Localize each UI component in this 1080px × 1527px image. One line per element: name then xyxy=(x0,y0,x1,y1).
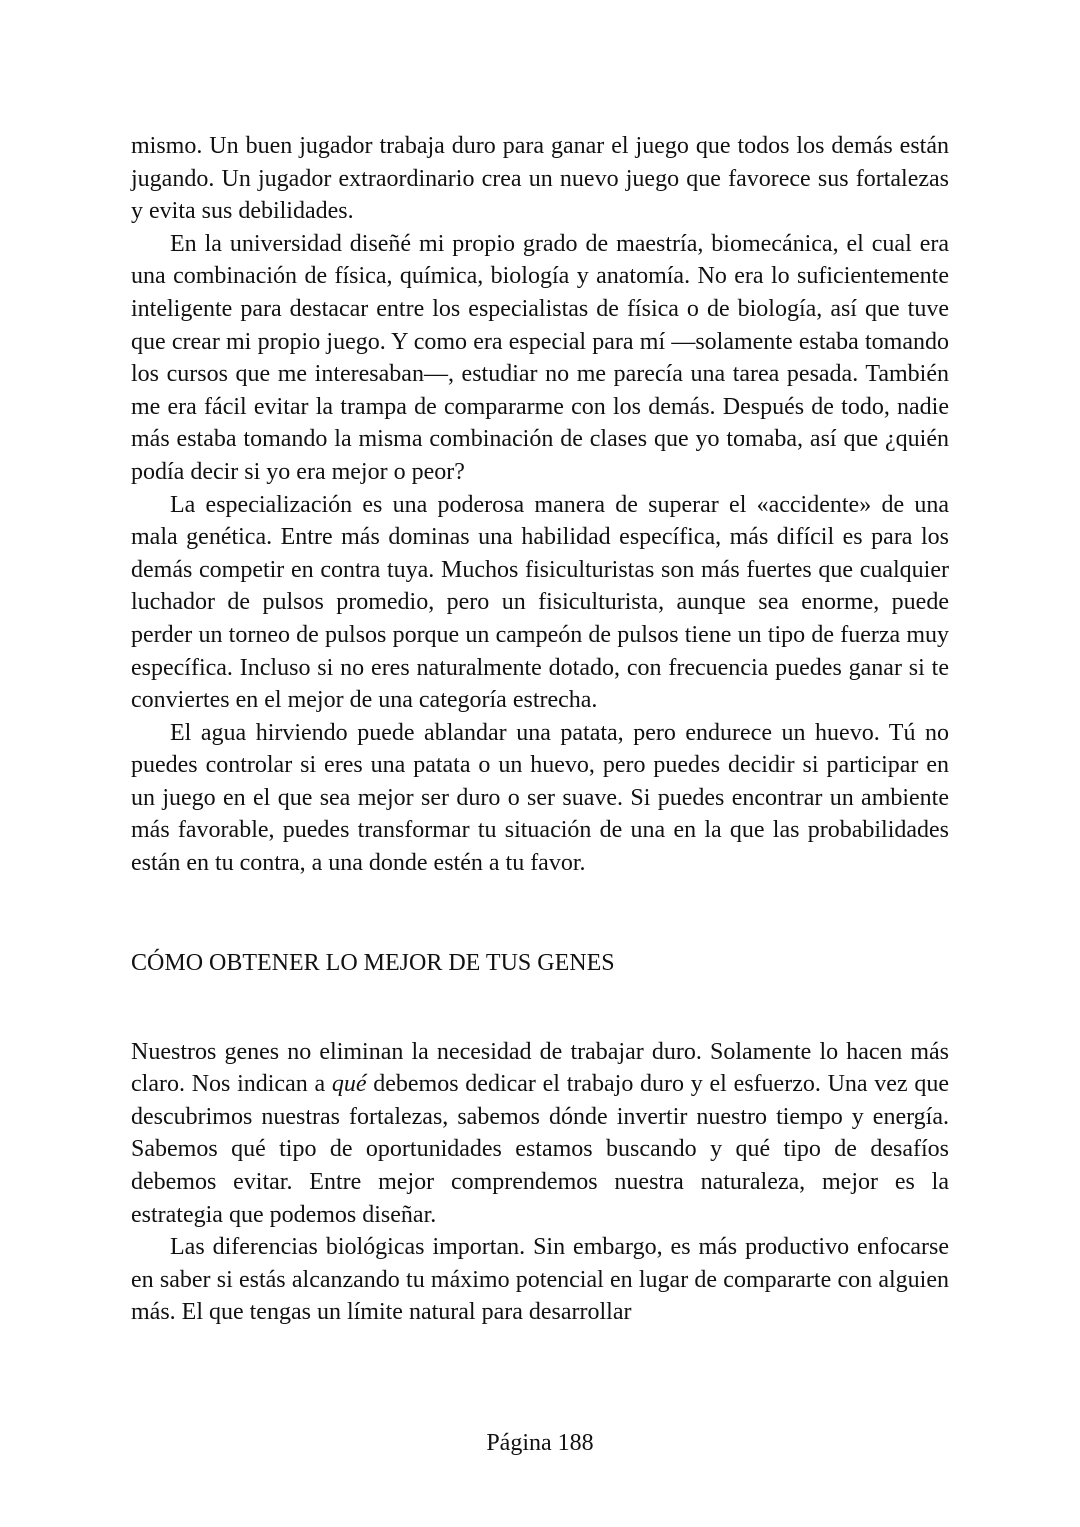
paragraph-genes-part1: Nuestros genes no eliminan la necesidad de trabajar duro. Solamente lo hacen más claro. Nos indican a xyxy=(131,1038,949,1098)
paragraph-continuation: mismo. Un buen jugador trabaja duro para ganar el juego que todos los demás están jugando. Un jugador extraordinario crea un nuevo juego que favorece sus fortalezas y evita sus debilidades. xyxy=(131,133,949,225)
paragraph-genes-part2: debemos dedicar el trabajo duro y el esfuerzo. Una vez que descubrimos nuestras fortalezas, sabemos dónde invertir nuestro tiempo y energía. Sabemos qué tipo de oportunidades estamos buscando y qué tipo de desafíos debemos evitar. Entre mejor comprendemos nuestra naturaleza, mejor es la estrategia que podemos diseñar. xyxy=(131,1071,949,1228)
section-heading-initial: C xyxy=(131,949,148,976)
paragraph-genes-italic: qué xyxy=(331,1071,367,1098)
page-body xyxy=(131,130,949,1329)
section-heading-rest: ÓMO OBTENER LO MEJOR DE TUS GENES xyxy=(147,949,615,976)
paragraph-specialization: La especialización es una poderosa manera de superar el «accidente» de una mala genética. Entre más dominas una habilidad específica, más difícil es para los demás competir en contra tuya. Muchos fisiculturistas son más fuertes que cualquier luchador de pulsos promedio, pero un fisiculturista, aunque sea enorme, puede perder un torneo de pulsos porque un campeón de pulsos tiene un tipo de fuerza muy específica. Incluso si no eres naturalmente dotado, con frecuencia puedes ganar si te conviertes en el mejor de una categoría estrecha. xyxy=(131,491,949,714)
paragraph-boiling-water: El agua hirviendo puede ablandar una patata, pero endurece un huevo. Tú no puedes controlar si eres una patata o un huevo, pero puedes decidir si participar en un juego en el que sea mejor ser duro o ser suave. Si puedes encontrar un ambiente más favorable, puedes transformar tu situación de una en la que las probabilidades están en tu contra, a una donde estén a tu favor. xyxy=(131,719,949,877)
section-heading xyxy=(131,947,949,979)
page-number: Página 188 xyxy=(486,1430,594,1456)
paragraph-university: En la universidad diseñé mi propio grado de maestría, biomecánica, el cual era una combinación de física, química, biología y anatomía. No era lo suficientemente inteligente para destacar entre los especialistas de física o de biología, así que tuve que crear mi propio juego. Y como era especial para mí —solamente estaba tomando los cursos que me interesaban—, estudiar no me parecía una tarea pesada. También me era fácil evitar la trampa de compararme con los demás. Después de todo, nadie más estaba tomando la misma combinación de clases que yo tomaba, así que ¿quién podía decir si yo era mejor o peor? xyxy=(131,230,949,485)
paragraph-biological-differences: Las diferencias biológicas importan. Sin embargo, es más productivo enfocarse en saber si estás alcanzando tu máximo potencial en lugar de compararte con alguien más. El que tengas un límite natural para desarrollar xyxy=(131,1234,949,1326)
paragraph-genes xyxy=(131,1036,949,1232)
